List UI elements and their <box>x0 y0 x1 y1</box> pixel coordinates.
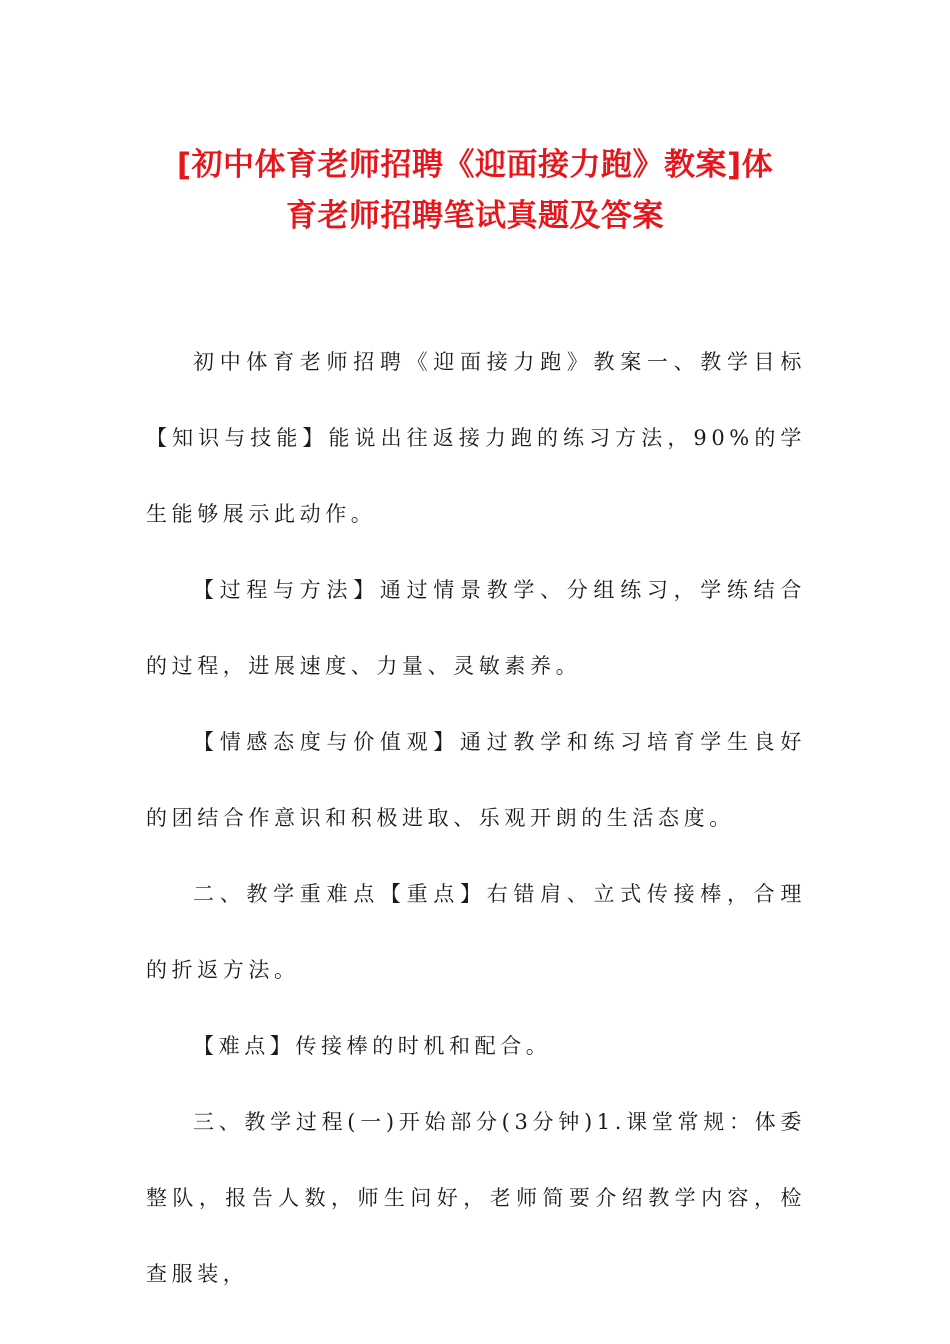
paragraph-key-points: 二、教学重难点【重点】右错肩、立式传接棒，合理的折返方法。 <box>146 882 806 982</box>
paragraph-process-method: 【过程与方法】通过情景教学、分组练习，学练结合的过程，进展速度、力量、灵敏素养。 <box>146 578 806 678</box>
paragraph-teaching-goals: 初中体育老师招聘《迎面接力跑》教案一、教学目标【知识与技能】能说出往返接力跑的练习方法，90%的学生能够展示此动作。 <box>146 350 806 526</box>
paragraph-emotion-values: 【情感态度与价值观】通过教学和练习培育学生良好的团结合作意识和积极进取、乐观开朗的生活态度。 <box>146 730 806 830</box>
document-body <box>146 324 806 1312</box>
paragraph-teaching-process: 三、教学过程(一)开始部分(3分钟)1.课堂常规：体委整队，报告人数，师生问好，老师简要介绍教学内容，检查服装， <box>146 1110 806 1286</box>
paragraph-difficulties: 【难点】传接棒的时机和配合。 <box>193 1034 552 1058</box>
document-title <box>140 140 810 242</box>
title-line-1: [初中体育老师招聘《迎面接力跑》教案]体 <box>176 147 774 183</box>
title-line-2: 育老师招聘笔试真题及答案 <box>286 198 664 234</box>
